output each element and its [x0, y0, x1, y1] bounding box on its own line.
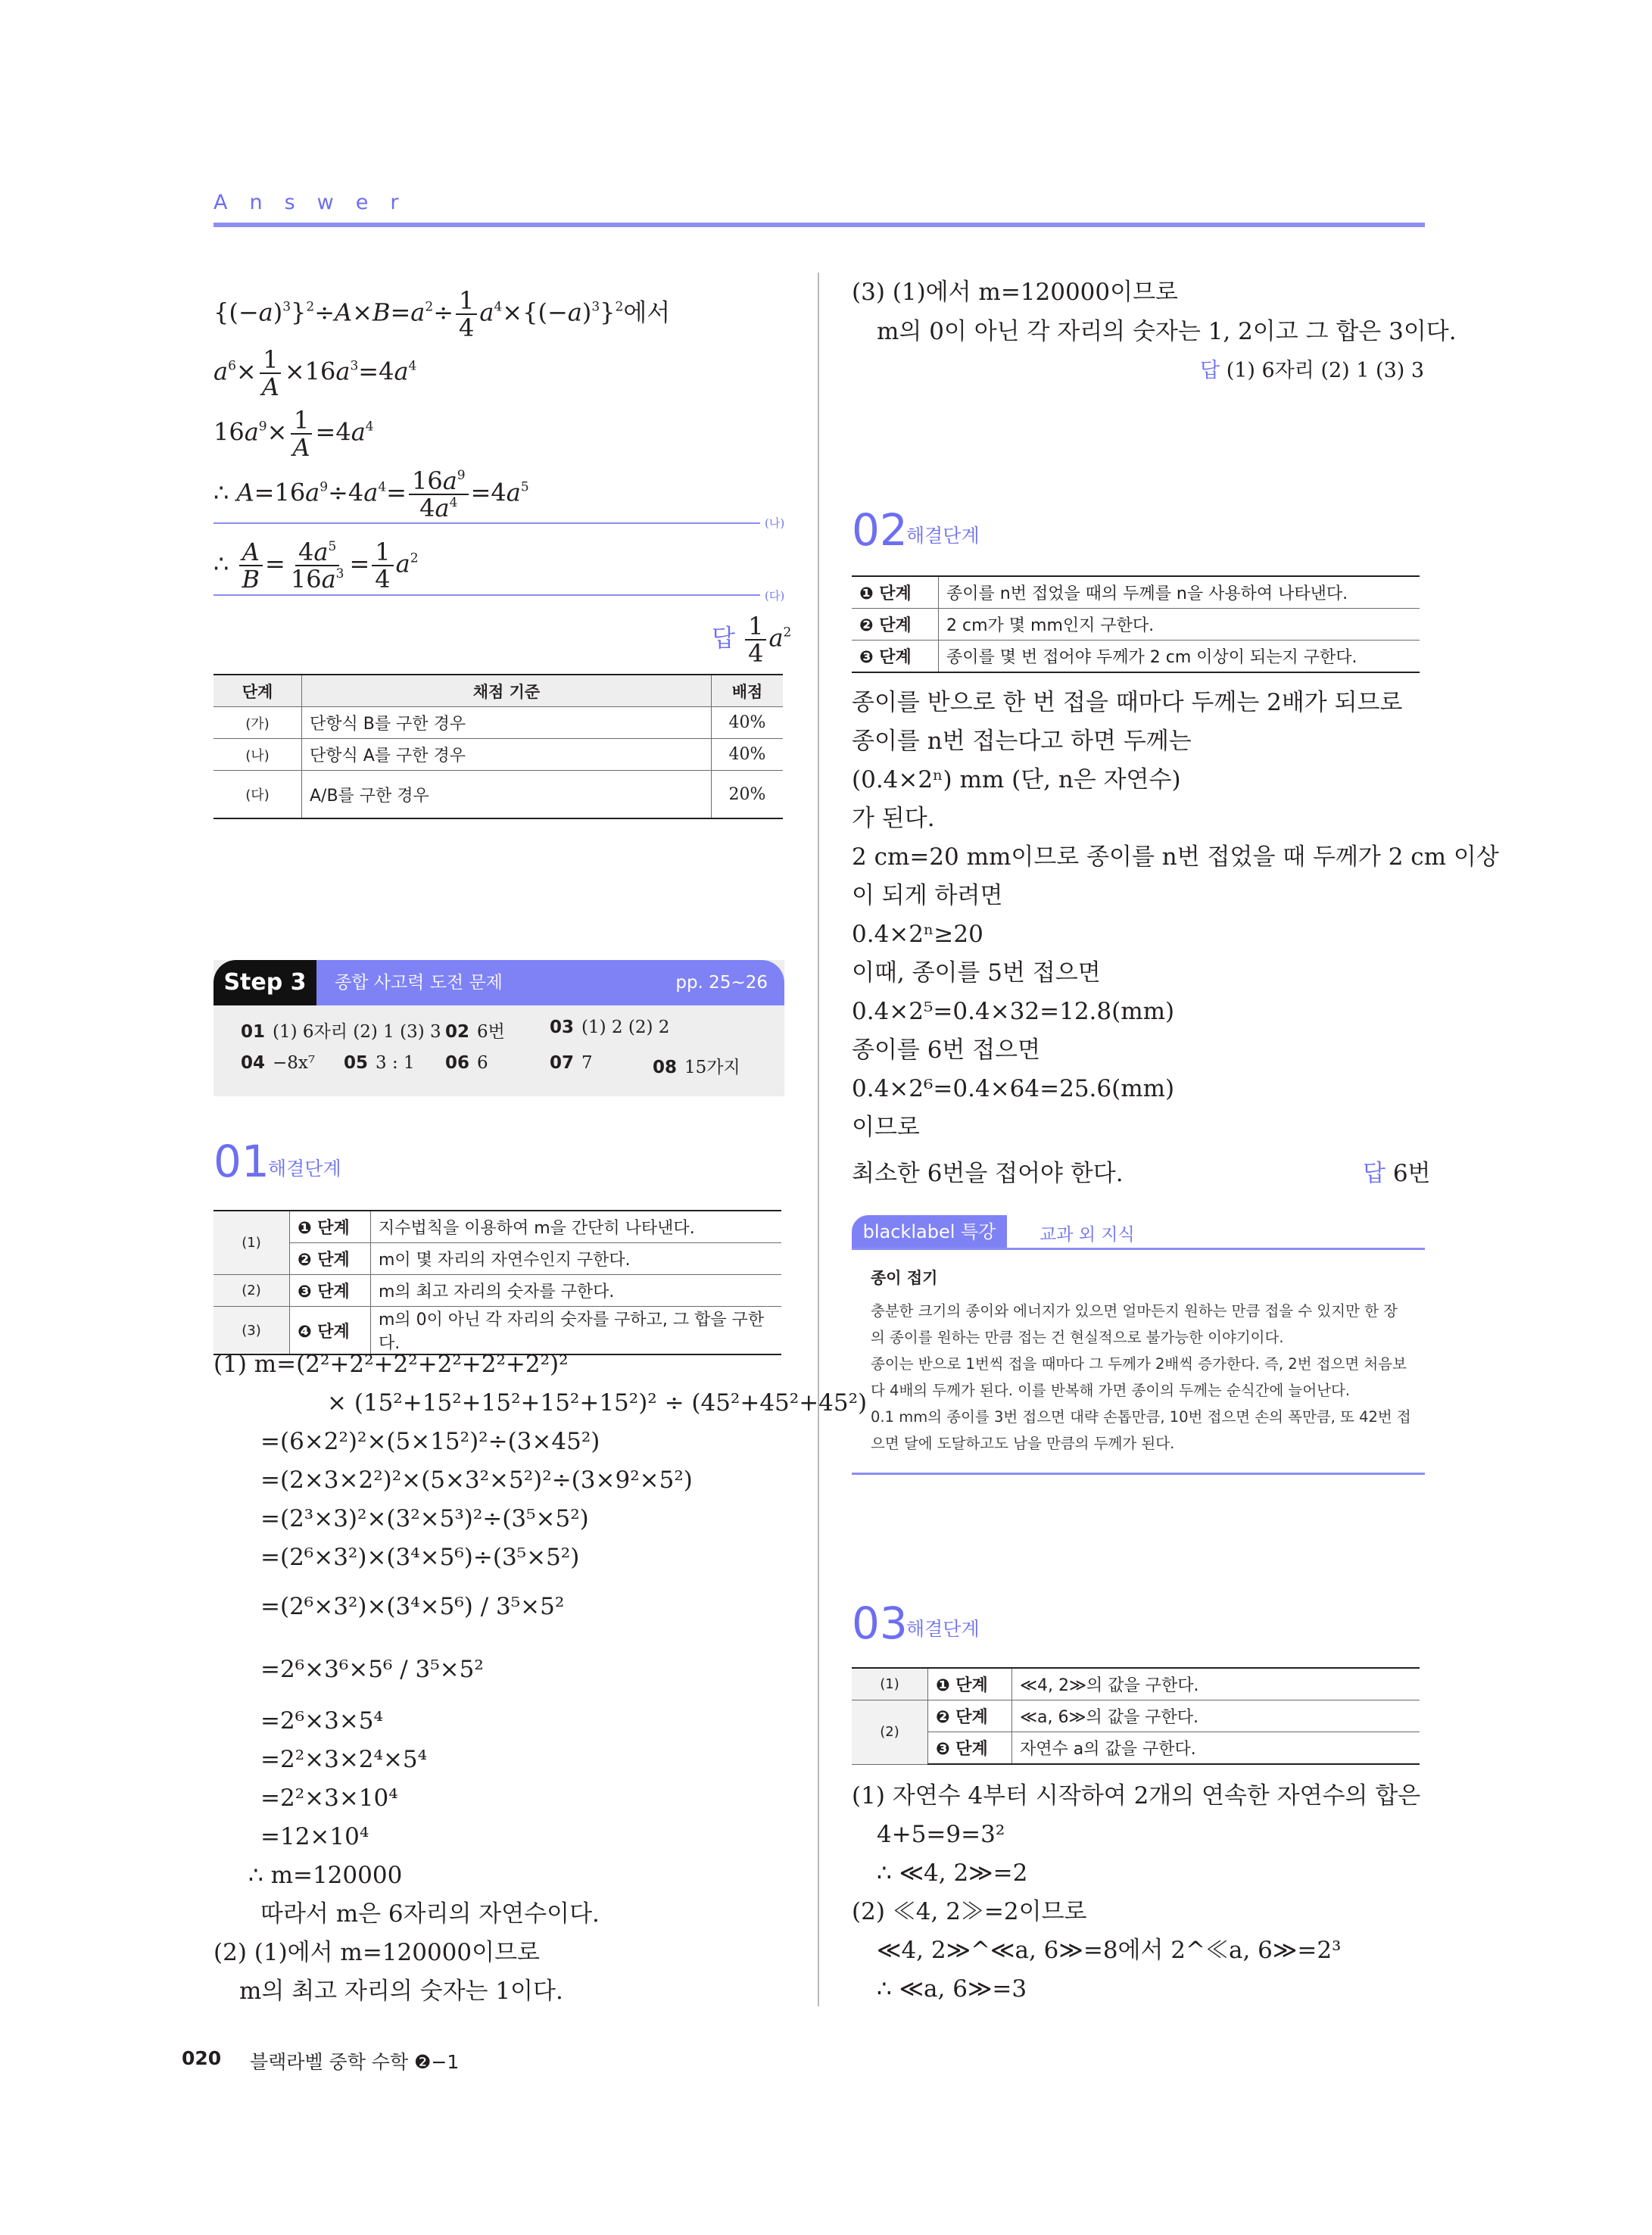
blacklabel-bottom-rule [852, 1473, 1425, 1475]
stage-label: ❷ 단계 [852, 609, 939, 641]
sol01-line: =2²×3×2⁴×5⁴ [260, 1746, 428, 1773]
sol03-line: (2) ≪4, 2≫=2이므로 [852, 1898, 1087, 1925]
score-header-criterion: 채점 기준 [302, 675, 712, 707]
stage-label: ❶ 단계 [290, 1211, 371, 1243]
table-row [852, 1700, 1420, 1732]
blacklabel-line: 충분한 크기의 종이와 에너지가 있으면 얼마든지 원하는 만큼 접을 수 있지만 한 장 [871, 1302, 1398, 1320]
sol01-line: =(2⁶×3²)×(3⁴×5⁶) / 3⁵×5² [260, 1593, 565, 1620]
section-01-number: 01 [214, 1136, 270, 1187]
step3-answer-05: 05 3 : 1 [344, 1053, 415, 1073]
sol01-line: =2²×3×10⁴ [260, 1785, 398, 1812]
table-row [214, 739, 783, 771]
sec03-steps-table [852, 1667, 1420, 1765]
blacklabel-top-rule [852, 1248, 1425, 1250]
table-row [852, 1732, 1420, 1765]
blacklabel-line: 다 4배의 두께가 된다. 이를 반복해 가면 종이의 두께는 순식간에 늘어난다. [871, 1382, 1351, 1399]
sol03-line: 4+5=9=3² [877, 1821, 1005, 1848]
step3-answer-08: 08 15가지 [653, 1058, 740, 1077]
sol03-line: ≪4, 2≫^≪a, 6≫=8에서 2^≪a, 6≫=2³ [877, 1937, 1342, 1964]
sol02-line: 이므로 [852, 1114, 920, 1141]
answer-label: 답 [712, 623, 735, 653]
section-02-number: 02 [852, 504, 908, 556]
sol02-line: 최소한 6번을 접어야 한다. [852, 1160, 1124, 1187]
score-stage: (가) [214, 707, 302, 739]
step3-answer-07: 07 7 [550, 1053, 593, 1073]
sol02-line: 0.4×2ⁿ≥20 [852, 921, 983, 948]
step-text: ≪a, 6≫의 값을 구한다. [1012, 1700, 1420, 1732]
sol01-line: (2) (1)에서 m=120000이므로 [214, 1939, 540, 1966]
blacklabel-line: 의 종이를 원하는 만큼 접는 건 현실적으로 불가능한 이야기이다. [871, 1329, 1284, 1346]
math-line-2: $a^6\times$ $\frac{1}{A}$ $\times 16a^3=4a^4$ [214, 345, 417, 401]
sol01-line: =(2⁶×3²)×(3⁴×5⁶)÷(3⁵×5²) [260, 1544, 580, 1571]
table-row [214, 1275, 781, 1307]
table-row [852, 641, 1420, 673]
sol01-line: m의 최고 자리의 숫자는 1이다. [239, 1978, 563, 2005]
stage-label: ❸ 단계 [852, 641, 939, 673]
table-row [214, 1211, 781, 1243]
sol01-line: 따라서 m은 6자리의 자연수이다. [260, 1900, 600, 1928]
sol01-line: =(2×3×2²)²×(5×3²×5²)²÷(3×9²×5²) [260, 1467, 693, 1494]
sol02-line: 2 cm=20 mm이므로 종이를 n번 접었을 때 두께가 2 cm 이상 [852, 843, 1499, 871]
stage-label: ❷ 단계 [928, 1700, 1012, 1732]
step-text: 지수법칙을 이용하여 m을 간단히 나타낸다. [371, 1211, 782, 1243]
sol01-line: =2⁶×3×5⁴ [260, 1707, 383, 1735]
step-text: 2 cm가 몇 mm인지 구한다. [939, 609, 1420, 641]
step3-title-bar [316, 960, 784, 1005]
blacklabel-subtitle: 교과 외 지식 [1040, 1225, 1135, 1245]
math-line-4: ∴ $A=16a^9\div 4a^4=$ $\frac{16a^9}{4a^4}$ $=4a^5$ [214, 466, 529, 522]
sol02-line: (0.4×2ⁿ) mm (단, n은 자연수) [852, 766, 1181, 793]
score-points: 20% [712, 771, 784, 819]
right-top-line-2: m의 0이 아닌 각 자리의 숫자는 1, 2이고 그 합은 3이다. [877, 318, 1457, 345]
sol03-line: (1) 자연수 4부터 시작하여 2개의 연속한 자연수의 합은 [852, 1782, 1421, 1810]
marker-rule-na [214, 522, 760, 524]
step-text: m이 몇 자리의 자연수인지 구한다. [371, 1243, 782, 1275]
table-row [852, 576, 1420, 609]
step-text: 자연수 a의 값을 구한다. [1012, 1732, 1420, 1765]
score-stage: (나) [214, 739, 302, 771]
step3-pages: pp. 25~26 [675, 973, 768, 993]
marker-da: (다) [765, 589, 785, 603]
table-row [214, 771, 783, 819]
math-line-1: $\{(-a)^3\}^2\div A\times B=a^2\div$ $\frac{1}{4}$ $a^4\times\{(-a)^3\}^2$에서 [214, 286, 671, 342]
score-header-stage: 단계 [214, 675, 302, 707]
sol01-line: =2⁶×3⁶×5⁶ / 3⁵×5² [260, 1656, 484, 1683]
sol02-line: 종이를 n번 접는다고 하면 두께는 [852, 728, 1192, 755]
sol01-line: =(2³×3)²×(3²×5³)²÷(3⁵×5²) [260, 1505, 589, 1532]
sol01-line: (1) m=(2²+2²+2²+2²+2²+2²)² [214, 1351, 569, 1378]
step3-answer-02: 02 6번 [445, 1022, 505, 1042]
table-row [214, 707, 783, 739]
stage-label: ❹ 단계 [290, 1307, 371, 1355]
blacklabel-line: 으면 달에 도달하고도 남을 만큼의 두께가 된다. [871, 1435, 1175, 1452]
stage-label: ❸ 단계 [928, 1732, 1012, 1765]
sol02-line: 종이를 반으로 한 번 접을 때마다 두께는 2배가 되므로 [852, 689, 1403, 716]
table-row [214, 1307, 781, 1355]
step3-answer-06: 06 6 [445, 1053, 488, 1073]
section-03-number: 03 [852, 1598, 908, 1649]
blacklabel-line: 0.1 mm의 종이를 3번 접으면 대략 손톱만큼, 10번 접으면 손의 폭만큼, 또 42번 접 [871, 1408, 1411, 1426]
step-text: ≪4, 2≫의 값을 구한다. [1012, 1668, 1420, 1700]
stage-label: ❶ 단계 [928, 1668, 1012, 1700]
step3-answer-01: 01 (1) 6자리 (2) 1 (3) 3 [241, 1022, 441, 1042]
step3-answer-03: 03 (1) 2 (2) 2 [550, 1018, 670, 1037]
stage-label: ❷ 단계 [290, 1243, 371, 1275]
blacklabel-line: 종이는 반으로 1번씩 접을 때마다 그 두께가 2배씩 증가한다. 즉, 2번 접으면 처음보 [871, 1355, 1407, 1373]
score-criterion: 단항식 A를 구한 경우 [302, 739, 712, 771]
sol01-line: =12×10⁴ [260, 1823, 369, 1850]
score-stage: (다) [214, 771, 302, 819]
math-line-3: $16a^9\times$ $\frac{1}{A}$ $=4a^4$ [214, 406, 374, 462]
sol02-line: 이 되게 하려면 [852, 882, 1003, 909]
section-01-label: 해결단계 [268, 1158, 341, 1180]
blacklabel-heading: 종이 접기 [871, 1269, 938, 1287]
score-points: 40% [712, 707, 784, 739]
sol02-line: 종이를 6번 접으면 [852, 1036, 1041, 1064]
table-row [852, 1668, 1420, 1700]
step3-badge: Step 3 [214, 960, 316, 1005]
score-header-points: 배점 [712, 675, 784, 707]
sec02-steps-table [852, 575, 1420, 673]
score-table [214, 674, 783, 819]
table-row [214, 1243, 781, 1275]
answer-line: 답 $\frac{1}{4}$ $a^2$ [712, 612, 792, 668]
step-text: 종이를 n번 접었을 때의 두께를 n을 사용하여 나타낸다. [939, 576, 1420, 609]
score-points: 40% [712, 739, 784, 771]
sol02-line: 이때, 종이를 5번 접으면 [852, 959, 1101, 987]
part-label: (1) [214, 1211, 290, 1275]
step-text: m의 최고 자리의 숫자를 구한다. [371, 1275, 782, 1307]
score-criterion: 단항식 B를 구한 경우 [302, 707, 712, 739]
column-divider [818, 273, 819, 2006]
part-label: (2) [214, 1275, 290, 1307]
part-label: (2) [852, 1700, 928, 1765]
score-criterion: A/B를 구한 경우 [302, 771, 712, 819]
header-rule [214, 223, 1425, 227]
section-03-label: 해결단계 [906, 1618, 980, 1640]
footer-book-title: 블랙라벨 중학 수학 ❷−1 [250, 2051, 460, 2073]
sol02-line: 0.4×2⁶=0.4×64=25.6(mm) [852, 1075, 1175, 1102]
marker-na: (나) [765, 516, 785, 530]
blacklabel-badge: blacklabel 특강 [852, 1215, 1007, 1248]
sol03-line: ∴ ≪4, 2≫=2 [877, 1859, 1028, 1887]
part-label: (3) [214, 1307, 290, 1355]
sol01-line: × (15²+15²+15²+15²+15²)² ÷ (45²+45²+45²) [327, 1389, 868, 1417]
stage-label: ❶ 단계 [852, 576, 939, 609]
sol02-line: 0.4×2⁵=0.4×32=12.8(mm) [852, 998, 1175, 1025]
marker-rule-da [214, 594, 760, 596]
sec01-steps-table [214, 1210, 781, 1355]
table-row [852, 609, 1420, 641]
right-top-answer: 답 (1) 6자리 (2) 1 (3) 3 [1200, 359, 1425, 382]
footer-page-number: 020 [182, 2047, 222, 2069]
sol01-line: ∴ m=120000 [248, 1862, 403, 1889]
stage-label: ❸ 단계 [290, 1275, 371, 1307]
section-02-label: 해결단계 [906, 525, 980, 547]
right-top-line-1: (3) (1)에서 m=120000이므로 [852, 279, 1178, 306]
math-line-5: ∴ $\frac{A}{B}$ = $\frac{4a^5}{16a^3}$ = $\frac{1}{4}$ $a^2$ [214, 538, 419, 594]
header-answer-label: Answer [214, 191, 421, 214]
sol03-line: ∴ ≪a, 6≫=3 [877, 1975, 1027, 2003]
step3-title: 종합 사고력 도전 문제 [335, 973, 503, 993]
part-label: (1) [852, 1668, 928, 1700]
sol02-answer: 답 6번 [1363, 1160, 1431, 1187]
sol02-line: 가 된다. [852, 805, 935, 832]
step-text: m의 0이 아닌 각 자리의 숫자를 구하고, 그 합을 구한다. [371, 1307, 782, 1355]
step3-answer-04: 04 −8x⁷ [241, 1053, 316, 1073]
sol01-line: =(6×2²)²×(5×15²)²÷(3×45²) [260, 1428, 600, 1455]
step-text: 종이를 몇 번 접어야 두께가 2 cm 이상이 되는지 구한다. [939, 641, 1420, 673]
